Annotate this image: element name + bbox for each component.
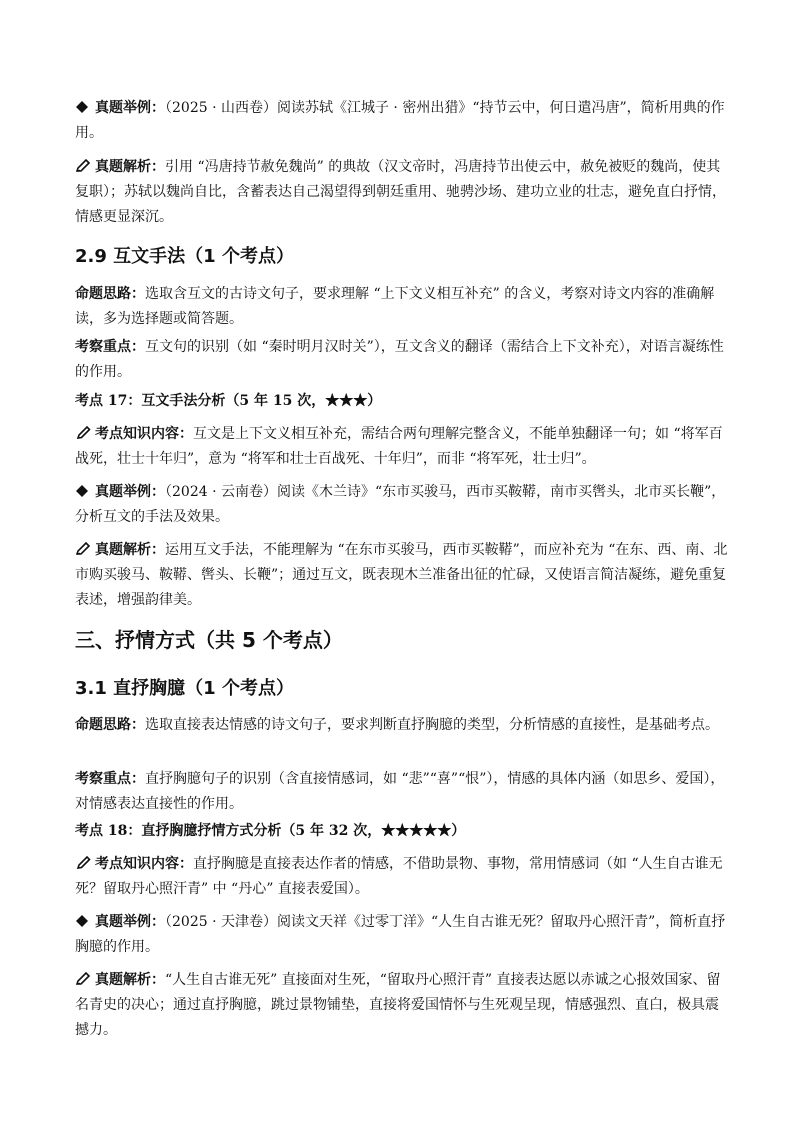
focus-text: 直抒胸臆句子的识别（含直接情感词，如 “悲”“喜”“恨”），情感的具体内涵（如思乡、爱国），对情感表达直接性的作用。: [75, 771, 725, 812]
analysis-label: 真题解析：: [95, 972, 165, 988]
thinking-text: 选取直接表达情感的诗文句子，要求判断直抒胸臆的类型，分析情感的直接性，是基础考点。: [145, 717, 719, 733]
thinking-text: 选取含互文的古诗文句子，要求理解 “上下文义相互补充” 的含义，考察对诗文内容的准确解读，多为选择题或简答题。: [75, 286, 715, 327]
analysis-label: 真题解析：: [95, 542, 165, 558]
knowledge-text: 直抒胸臆是直接表达作者的情感，不借助景物、事物，常用情感词（如 “人生自古谁无死？留取丹心照汗青” 中 “丹心” 直接表爱国）。: [75, 856, 723, 897]
knowledge-label: 考点知识内容：: [95, 426, 193, 442]
example-label: 真题举例：: [95, 100, 165, 116]
focus-label: 考察重点：: [75, 771, 145, 787]
knowledge-content: [75, 852, 730, 902]
example-label: 真题举例：: [95, 484, 165, 500]
pencil-icon: [75, 542, 91, 556]
diamond-bullet-icon: [75, 914, 91, 928]
proposition-thinking: [75, 713, 730, 738]
real-exam-example: [75, 480, 730, 530]
pen-icon: [75, 856, 91, 870]
example-label: 真题举例：: [95, 914, 165, 930]
real-exam-example: [75, 910, 730, 960]
exam-focus: [75, 767, 730, 817]
pencil-icon: [75, 972, 91, 986]
focus-text: 互文句的识别（如 “秦时明月汉时关”），互文含义的翻译（需结合上下文补充），对语言凝练性的作用。: [75, 339, 724, 380]
pencil-icon: [75, 159, 91, 173]
real-exam-analysis: [75, 155, 730, 230]
analysis-text: 运用互文手法，不能理解为 “在东市买骏马，西市买鞍鞯”，而应补充为 “在东、西、南、北市购买骏马、鞍鞯、辔头、长鞭”；通过互文，既表现木兰准备出征的忙碌，又使语言简洁凝练，避免重复表述，增强韵律美。: [75, 542, 728, 608]
example-text: （2025 · 天津卷）阅读文天祥《过零丁洋》“人生自古谁无死？留取丹心照汗青”，简析直抒胸臆的作用。: [75, 914, 726, 955]
knowledge-point-17-heading: 考点 17：互文手法分析（5 年 15 次，★★★）: [75, 393, 382, 409]
section-2-9-heading: 2.9 互文手法（1 个考点）: [75, 246, 294, 267]
diamond-bullet-icon: [75, 484, 91, 498]
real-exam-analysis: [75, 968, 730, 1043]
knowledge-label: 考点知识内容：: [95, 856, 193, 872]
analysis-label: 真题解析：: [95, 159, 165, 175]
real-exam-analysis: [75, 538, 730, 613]
exam-focus: [75, 335, 730, 385]
example-text: （2024 · 云南卷）阅读《木兰诗》“东市买骏马，西市买鞍鞯，南市买辔头，北市买长鞭”，分析互文的手法及效果。: [75, 484, 726, 525]
knowledge-content: [75, 422, 730, 472]
pen-icon: [75, 426, 91, 440]
focus-label: 考察重点：: [75, 339, 145, 355]
thinking-label: 命题思路：: [75, 286, 145, 302]
knowledge-point-18-heading: 考点 18：直抒胸臆抒情方式分析（5 年 32 次，★★★★★）: [75, 823, 466, 839]
diamond-bullet-icon: [75, 100, 91, 114]
example-text: （2025 · 山西卷）阅读苏轼《江城子 · 密州出猎》“持节云中，何日遣冯唐”，简析用典的作用。: [75, 100, 725, 141]
proposition-thinking: [75, 282, 730, 332]
real-exam-example: [75, 96, 730, 146]
analysis-text: 引用 “冯唐持节赦免魏尚” 的典故（汉文帝时，冯唐持节出使云中，赦免被贬的魏尚，使其复职）；苏轼以魏尚自比，含蓄表达自己渴望得到朝廷重用、驰骋沙场、建功立业的壮志，避免直白抒情，情感更显深沉。: [75, 159, 726, 225]
section-3-1-heading: 3.1 直抒胸臆（1 个考点）: [75, 678, 294, 699]
chapter-3-heading: 三、抒情方式（共 5 个考点）: [75, 628, 343, 652]
knowledge-text: 互文是上下文义相互补充，需结合两句理解完整含义，不能单独翻译一句；如 “将军百战死，壮士十年归”，意为 “将军和壮士百战死、十年归”，而非 “将军死，壮士归”。: [75, 426, 723, 467]
analysis-text: “人生自古谁无死” 直接面对生死，“留取丹心照汗青” 直接表达愿以赤诚之心报效国家、留名青史的决心；通过直抒胸臆，跳过景物铺垫，直接将爱国情怀与生死观呈现，情感强烈、直白，极具震撼力。: [75, 972, 721, 1038]
thinking-label: 命题思路：: [75, 717, 145, 733]
